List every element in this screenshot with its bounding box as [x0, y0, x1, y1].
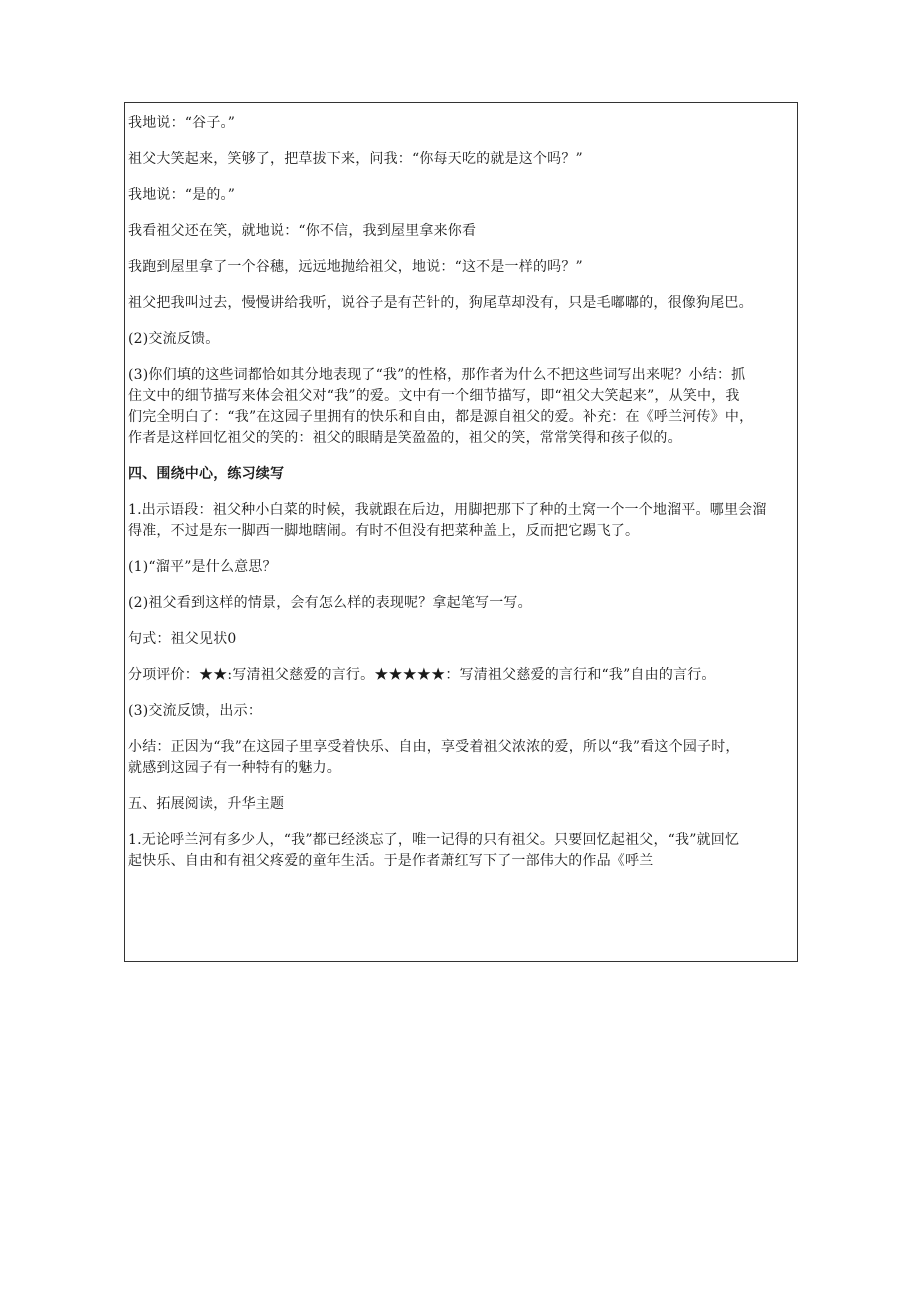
paragraph [128, 329, 793, 350]
text-line: 我地说：“谷子。” [128, 115, 236, 131]
text-line: 分项评价：★★:写清祖父慈爱的言行。★★★★★：写清祖父慈爱的言行和“我”自由的言行。 [128, 667, 716, 683]
paragraph [128, 185, 793, 206]
text-line: 我看祖父还在笑，就地说：“你不信，我到屋里拿来你看 [128, 223, 477, 239]
section-heading [128, 464, 793, 485]
text-line: 四、围绕中心，练习续写 [128, 466, 285, 482]
paragraph [128, 830, 793, 872]
text-line: 就感到这园子有一种特有的魅力。 [128, 760, 341, 776]
text-line: (2)祖父看到这样的情景，会有怎么样的表现呢？拿起笔写一写。 [128, 595, 532, 611]
paragraph [128, 221, 793, 242]
paragraph [128, 257, 793, 278]
text-line: 祖父把我叫过去，慢慢讲给我听，说谷子是有芒针的，狗尾草却没有，只是毛嘟嘟的，很像狗尾巴。 [128, 295, 753, 311]
paragraph [128, 737, 793, 779]
text-line: 起快乐、自由和有祖父疼爱的童年生活。于是作者萧红写下了一部伟大的作品《呼兰 [128, 853, 654, 869]
paragraph [128, 794, 793, 815]
document-frame [124, 102, 798, 962]
paragraph [128, 500, 793, 542]
paragraph [128, 701, 793, 722]
text-line: (1)“溜平”是什么意思？ [128, 559, 277, 575]
paragraph [128, 365, 793, 449]
paragraph [128, 665, 793, 686]
paragraph [128, 629, 793, 650]
text-line: 句式：祖父见状0 [128, 631, 237, 647]
text-line: (3)你们填的这些词都恰如其分地表现了“我”的性格，那作者为什么不把这些词写出来呢？小结：抓 [128, 367, 746, 383]
text-line: 小结：正因为“我”在这园子里享受着快乐、自由，享受着祖父浓浓的爱，所以“我”看这个园子时， [128, 739, 740, 755]
paragraph [128, 113, 793, 134]
text-line: (3)交流反馈，出示： [128, 703, 263, 719]
text-line: 作者是这样回忆祖父的笑的：祖父的眼睛是笑盈盈的，祖父的笑，常常笑得和孩子似的。 [128, 430, 682, 446]
text-line: 住文中的细节描写来体会祖父对“我”的爱。文中有一个细节描写，即“祖父大笑起来”，从笑中，我 [128, 388, 740, 404]
paragraph [128, 557, 793, 578]
paragraph [128, 593, 793, 614]
text-line: 们完全明白了：“我”在这园子里拥有的快乐和自由，都是源自祖父的爱。补充：在《呼兰河传》中， [128, 409, 754, 425]
text-line: 得准，不过是东一脚西一脚地瞎闹。有时不但没有把菜种盖上，反而把它踢飞了。 [128, 523, 640, 539]
text-line: 1.无论呼兰河有多少人，“我”都已经淡忘了，唯一记得的只有祖父。只要回忆起祖父，“我”就回忆 [128, 832, 740, 848]
text-line: (2)交流反馈。 [128, 331, 220, 347]
text-line: 我地说：“是的。” [128, 187, 236, 203]
text-line: 1.出示语段：祖父种小白菜的时候，我就跟在后边，用脚把那下了种的土窝一个一个地溜平。哪里会溜 [128, 502, 767, 518]
text-line: 五、拓展阅读，升华主题 [128, 796, 285, 812]
text-line: 我跑到屋里拿了一个谷穗，远远地抛给祖父，地说：“这不是一样的吗？” [128, 259, 583, 275]
text-line: 祖父大笑起来，笑够了，把草拔下来，问我：“你每天吃的就是这个吗？” [128, 151, 583, 167]
paragraph [128, 293, 793, 314]
paragraph [128, 149, 793, 170]
